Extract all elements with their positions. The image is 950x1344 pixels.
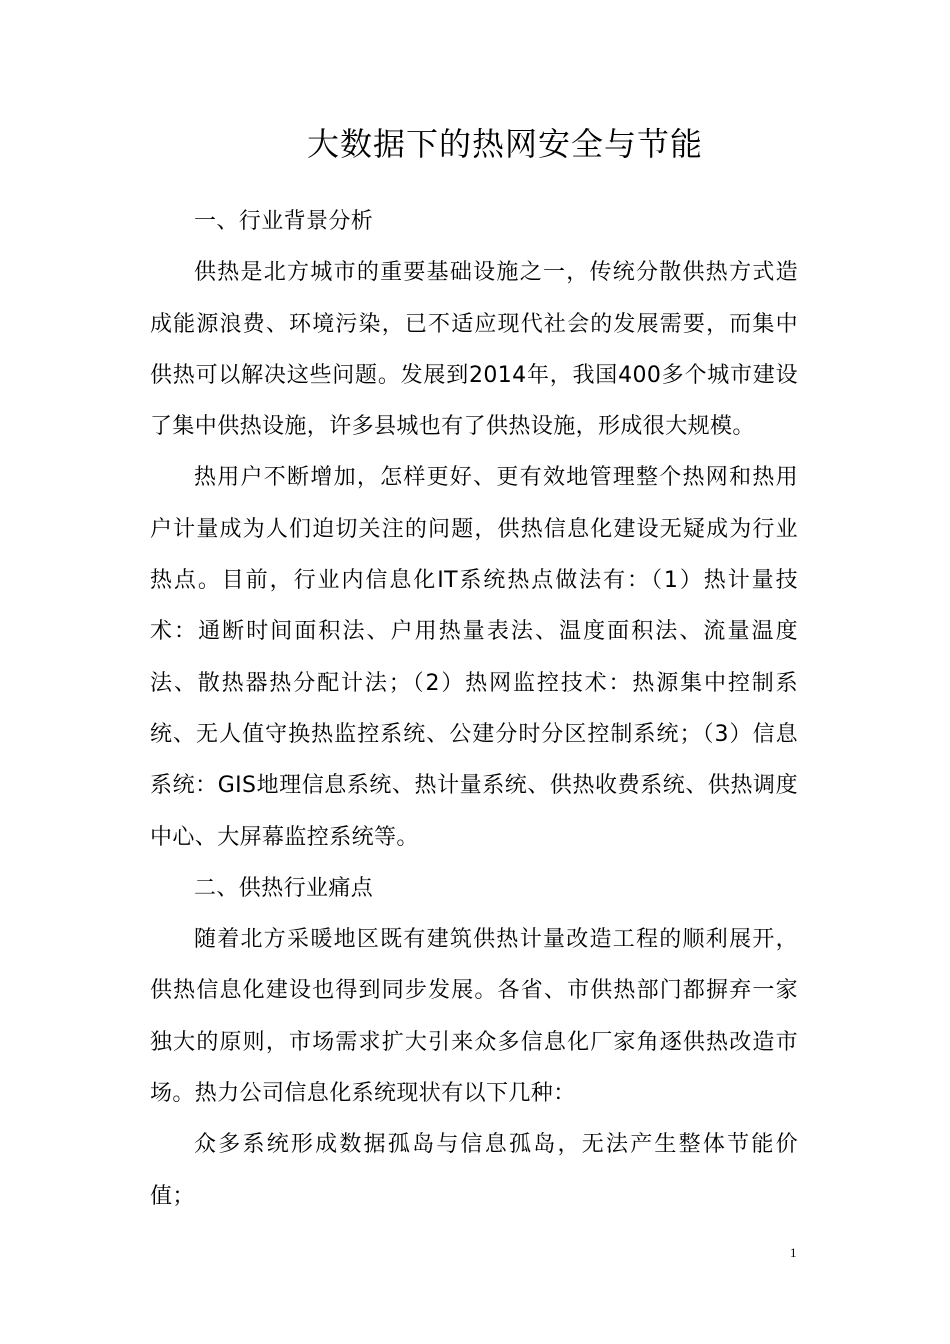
- document-title: 大数据下的热网安全与节能: [306, 125, 703, 163]
- paragraph-heating-infrastructure: 供热是北方城市的重要基础设施之一，传统分散供热方式造成能源浪费、环境污染，已不适应现代社会的发展需要，而集中供热可以解决这些问题。发展到2014年，我国400多个城市建设了集中供热设施，许多县城也有了供热设施，形成很大规模。: [150, 260, 798, 440]
- section-heading-industry-pain-points: 二、供热行业痛点: [194, 875, 374, 901]
- section-heading-industry-background: 一、行业背景分析: [194, 209, 374, 234]
- paragraph-heating-reform: 随着北方采暖地区既有建筑供热计量改造工程的顺利展开，供热信息化建设也得到同步发展。各省、市供热部门都摒弃一家独大的原则，市场需求扩大引来众多信息化厂家角逐供热改造市场。热力公司信息化系统现状有以下几种：: [150, 927, 798, 1107]
- document-body: [150, 196, 798, 1222]
- page-number: 1: [790, 1245, 797, 1260]
- paragraph-data-silos: 众多系统形成数据孤岛与信息孤岛，无法产生整体节能价值；: [150, 1132, 798, 1209]
- paragraph-heating-informatization: 热用户不断增加，怎样更好、更有效地管理整个热网和热用户计量成为人们迫切关注的问题，供热信息化建设无疑成为行业热点。目前，行业内信息化IT系统热点做法有：（1）热计量技术：通断时间面积法、户用热量表法、温度面积法、流量温度法、散热器热分配计法；（2）热网监控技术：热源集中控制系统、无人值守换热监控系统、公建分时分区控制系统；（3）信息系统：GIS地理信息系统、热计量系统、供热收费系统、供热调度中心、大屏幕监控系统等。: [150, 465, 798, 850]
